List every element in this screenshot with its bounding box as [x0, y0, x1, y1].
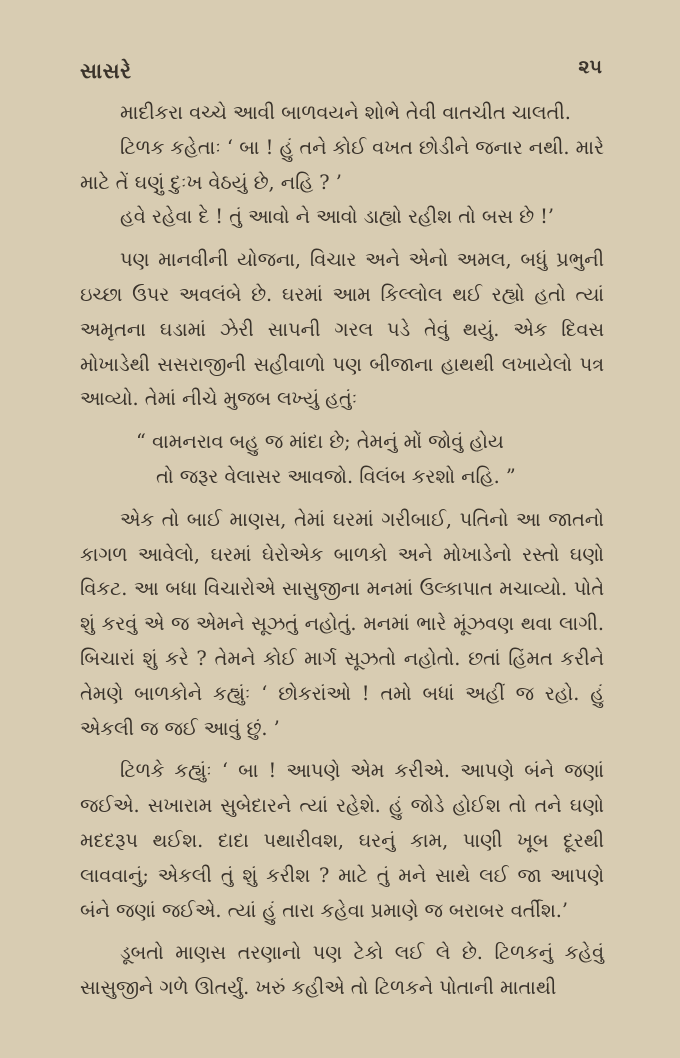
running-head: સાસરે — [80, 58, 132, 83]
paragraph-6: ટિળકે કહ્યુંઃ ‘ બા ! આપણે એમ કરીએ. આપણે બંને જણાં જઈએ. સખારામ સુબેદારને ત્યાં રહેશે. હું જોડે હોઈશ તો તને ઘણો મદદરૂપ થઈશ. દાદા પથારીવશ, ઘરનું કામ, પાણી ખૂબ દૂરથી લાવવાનું; એકલી તું શું કરીશ ? માટે તું મને સાથે લઈ જા આપણે બંને જણાં જઈએ. ત્યાં હું તારા કહેવા પ્રમાણે જ બરાબર વર્તીશ.’ — [80, 759, 604, 922]
letter-line-1: “ વામનરાવ બહુ જ માંદા છે; તેમનું મોં જોવું હોય — [136, 430, 504, 454]
body-text — [80, 96, 604, 1006]
letter-line-2: તો જરૂર વેલાસર આવજો. વિલંબ કરશો નહિ. ” — [156, 464, 516, 488]
page-number: ૨૫ — [578, 56, 602, 78]
paragraph-3: હવે રહેવા દે ! તું આવો ને આવો ડાહ્યો રહીશ તો બસ છે !’ — [120, 205, 555, 229]
paragraph-4: પણ માનવીની યોજના, વિચાર અને એનો અમલ, બધું પ્રભુની ઇચ્છા ઉપર અવલંબે છે. ઘરમાં આમ કિલ્લોલ થઈ રહ્યો હતો ત્યાં અમૃતના ઘડામાં ઝેરી સાપની ગરલ પડે તેવું થયું. એક દિવસ મોખાડેથી સસરાજીની સહીવાળો પણ બીજાના હાથથી લખાયેલો પત્ર આવ્યો. તેમાં નીચે મુજબ લખ્યું હતુંઃ — [80, 248, 604, 411]
quoted-letter — [80, 425, 604, 495]
paragraph-7: ડૂબતો માણસ તરણાનો પણ ટેકો લઈ લે છે. ટિળકનું કહેવું સાસુજીને ગળે ઊતર્યું. ખરું કહીએ તો ટિળકને પોતાની માતાથી — [80, 941, 604, 1000]
paragraph-2: ટિળક કહેતાઃ ‘ બા ! હું તને કોઈ વખત છોડીને જનાર નથી. મારે માટે તેં ઘણું દુઃખ વેઠયું છે, નહિ ? ’ — [80, 135, 604, 194]
paragraph-5: એક તો બાઈ માણસ, તેમાં ઘરમાં ગરીબાઈ, પતિનો આ જાતનો કાગળ આવેલો, ઘરમાં ઘેરોએક બાળકો અને મોખાડેનો રસ્તો ઘણો વિકટ. આ બધા વિચારોએ સાસુજીના મનમાં ઉલ્કાપાત મચાવ્યો. પોતે શું કરવું એ જ એમને સૂઝતું નહોતું. મનમાં ભારે મૂંઝવણ થવા લાગી. બિચારાં શું કરે ? તેમને કોઈ માર્ગ સૂઝતો નહોતો. છતાં હિંમત કરીને તેમણે બાળકોને કહ્યુંઃ ‘ છોકરાંઓ ! તમો બધાં અહીં જ રહો. હું એકલી જ જઈ આવું છું. ’ — [80, 507, 604, 740]
paragraph-1: માદીકરા વચ્ચે આવી બાળવયને શોભે તેવી વાતચીત ચાલતી. — [120, 101, 571, 124]
